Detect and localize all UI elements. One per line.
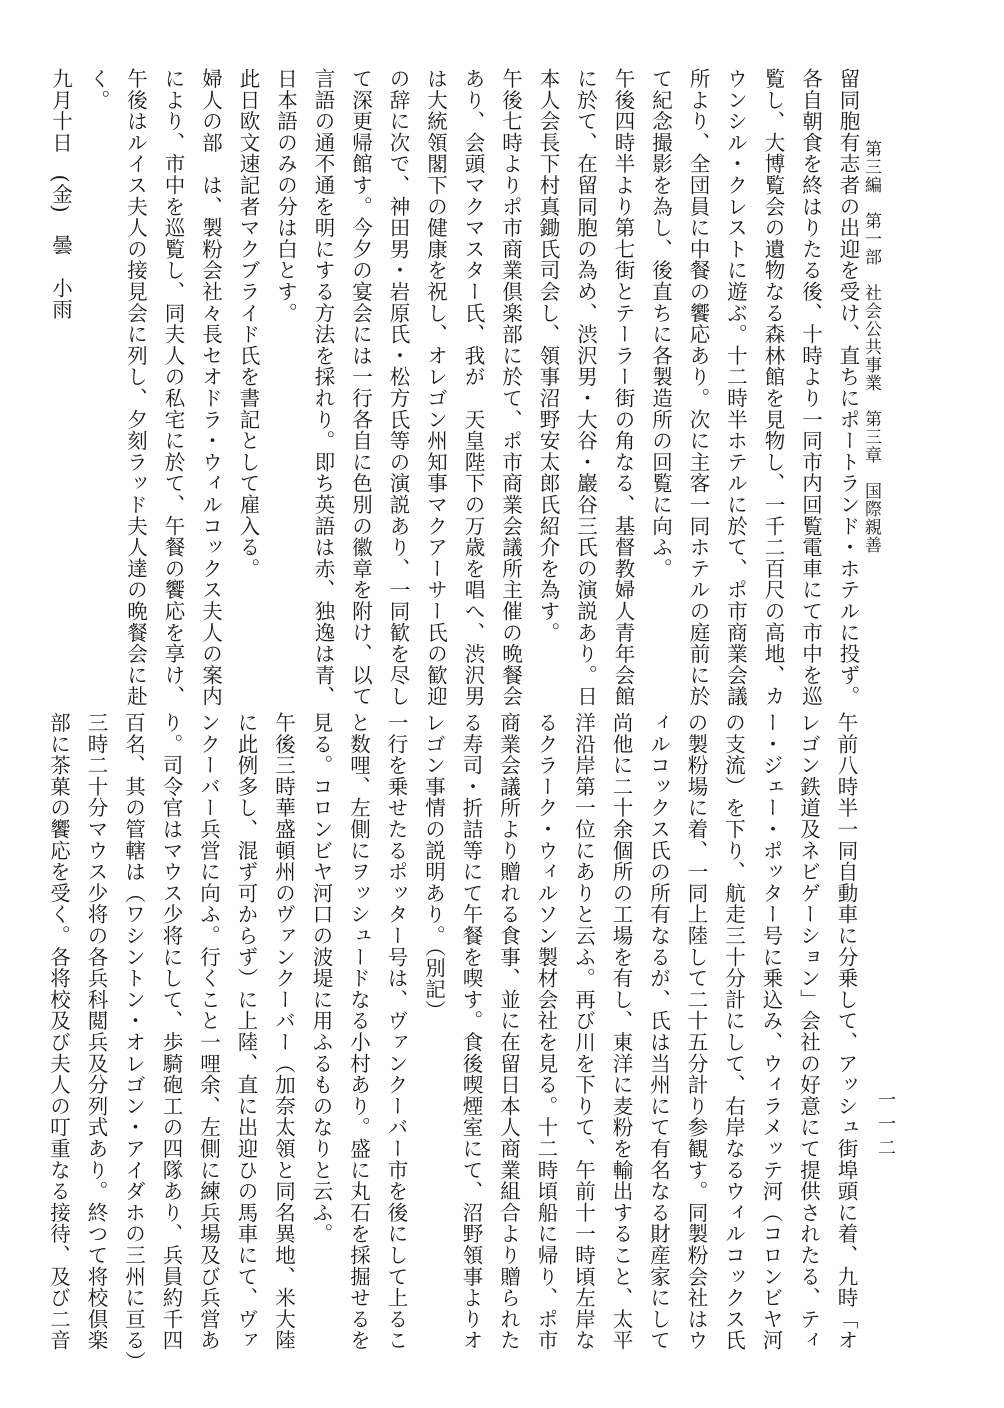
text-column: 百名、其の管轄は（ワシントン・オレゴン・アイダホの三州に亘る） (121, 712, 146, 1373)
text-column: 本人会長下村真鋤氏司会し、領事沼野安太郎氏紹介を為す。 (536, 68, 560, 644)
text-column: の辞に次で、神田男・岩原氏・松方氏等の演説あり、一同歓を尽し (386, 68, 410, 707)
text-column: ィルコックス氏の所有なるが、氏は当州にて有名なる財産家にして (646, 712, 671, 1351)
text-column: レゴン鉄道及ネビゲーション」会社の好意にて提供されたる、ティ (796, 712, 821, 1351)
text-column: 商業会議所より贈れる食事、並に在留日本人商業組合より贈られた (496, 712, 521, 1351)
text-column: 部に茶菓の饗応を受く。各将校及び夫人の叮重なる接待、及び二音 (46, 712, 71, 1351)
text-column: の支流）を下り、航走三十分計にして、右岸なるウィルコックス氏 (721, 712, 746, 1351)
text-column: は大統領閣下の健康を祝し、オレゴン州知事マクアーサー氏の歓迎 (423, 68, 448, 707)
lower-text-block (39, 712, 864, 1373)
running-head: 第三編 第一部 社会公共事業 第三章 国際親善 (861, 140, 881, 554)
text-column: 言語の通不通を明にする方法を採れり。即ち英語は赤、独逸は青、 (311, 68, 335, 707)
text-column: 此日欧文速記者マクブライド氏を書記として雇入る。 (236, 68, 260, 580)
text-column: 所より、全団員に中餐の饗応あり。次に主客一同ホテルの庭前に於 (686, 68, 710, 707)
text-column: 三時二十分マウス少将の各兵科閲兵及分列式あり。終つて将校倶楽 (84, 712, 108, 1351)
text-column: 午後四時半より第七街とテーラー街の角なる、基督教婦人青年会館 (611, 68, 635, 707)
text-column: 見る。コロンビヤ河口の波堤に用ふるものなりと云ふ。 (309, 712, 333, 1245)
text-column: 洋沿岸第一位にありと云ふ。再び川を下りて、午前十一時頃左岸な (571, 712, 596, 1351)
text-column: 婦人の部 は、製粉会社々長セオドラ・ウィルコックス夫人の案内 (198, 68, 223, 707)
text-column: ー・ジェー・ポッター号に乗込み、ウィラメッテ河（コロンビヤ河 (759, 712, 783, 1351)
text-column: 午後七時よりポ市商業倶楽部に於て、ポ市商業会議所主催の晩餐会 (498, 68, 523, 707)
text-column: るクラーク・ウィルソン製材会社を見る。十二時頃船に帰り、ポ市 (534, 712, 558, 1351)
text-column: と数哩、左側にヲッシュードなる小村あり。盛に丸石を採掘せるを (346, 712, 371, 1351)
text-column: 日本語のみの分は白とす。 (273, 68, 298, 324)
text-column: 各自朝食を終はりたる後、十時より一同市内回覧電車にて市中を巡 (798, 68, 823, 707)
text-column: に於て、在留同胞の為め、渋沢男・大谷・巖谷三氏の演説あり。日 (573, 68, 598, 707)
text-column: 一行を乗せたるポッター号は、ヴァンクーバー市を後にして上るこ (384, 712, 408, 1351)
page-number: 一一二 (875, 1090, 896, 1162)
text-column: により、市中を巡覧し、同夫人の私宅に於て、午餐の饗応を享け、 (161, 68, 185, 707)
text-column: 尚他に二十余個所の工場を有し、東洋に麦粉を輸出すること、太平 (609, 712, 633, 1351)
text-column: 午後三時華盛頓州のヴァンクーバー（加奈太領と同名異地、米大陸 (271, 712, 296, 1351)
text-column: 覧し、大博覧会の遺物なる森林館を見物し、一千二百尺の高地、カ (761, 68, 785, 707)
upper-text-block (41, 68, 866, 707)
text-column: ウンシル・クレストに遊ぶ。十二時半ホテルに於て、ポ市商業会議 (723, 68, 748, 707)
text-column: り。司令官はマウス少将にして、歩騎砲工の四隊あり、兵員約千四 (159, 712, 183, 1351)
text-column: 留同胞有志者の出迎を受け、直ちにポートランド・ホテルに投ず。 (836, 68, 860, 707)
text-column: て深更帰館す。今夕の宴会には一行各自に色別の徽章を附け、以て (348, 68, 373, 707)
text-column: に此例多し、混ず可からず）に上陸、直に出迎ひの馬車にて、ヴァ (234, 712, 258, 1351)
text-column: ンクーバー兵営に向ふ。行くこと一哩余、左側に練兵場及び兵営あ (196, 712, 221, 1351)
text-column: て紀念撮影を為し、後直ちに各製造所の回覧に向ふ。 (648, 68, 673, 580)
text-column: レゴン事情の説明あり。（別記） (421, 712, 446, 1022)
text-column: の製粉場に着、一同上陸して二十五分計り参観す。同製粉会社はウ (684, 712, 708, 1351)
text-column: 午後はルイス夫人の接見会に列し、夕刻ラッド夫人達の晩餐会に赴 (123, 68, 148, 707)
text-column: 午前八時半一同自動車に分乗して、アッシュ街埠頭に着、九時「オ (834, 712, 858, 1351)
text-column: る寿司・折詰等にて午餐を喫す。食後喫煙室にて、沼野領事よりオ (459, 712, 483, 1351)
text-column: く。 (86, 68, 110, 111)
date-heading: 九月十日 (金) 曇 小雨 (48, 68, 73, 320)
text-column: あり、会頭マクマスター氏、我が 天皇陛下の万歳を唱へ、渋沢男 (461, 68, 485, 707)
